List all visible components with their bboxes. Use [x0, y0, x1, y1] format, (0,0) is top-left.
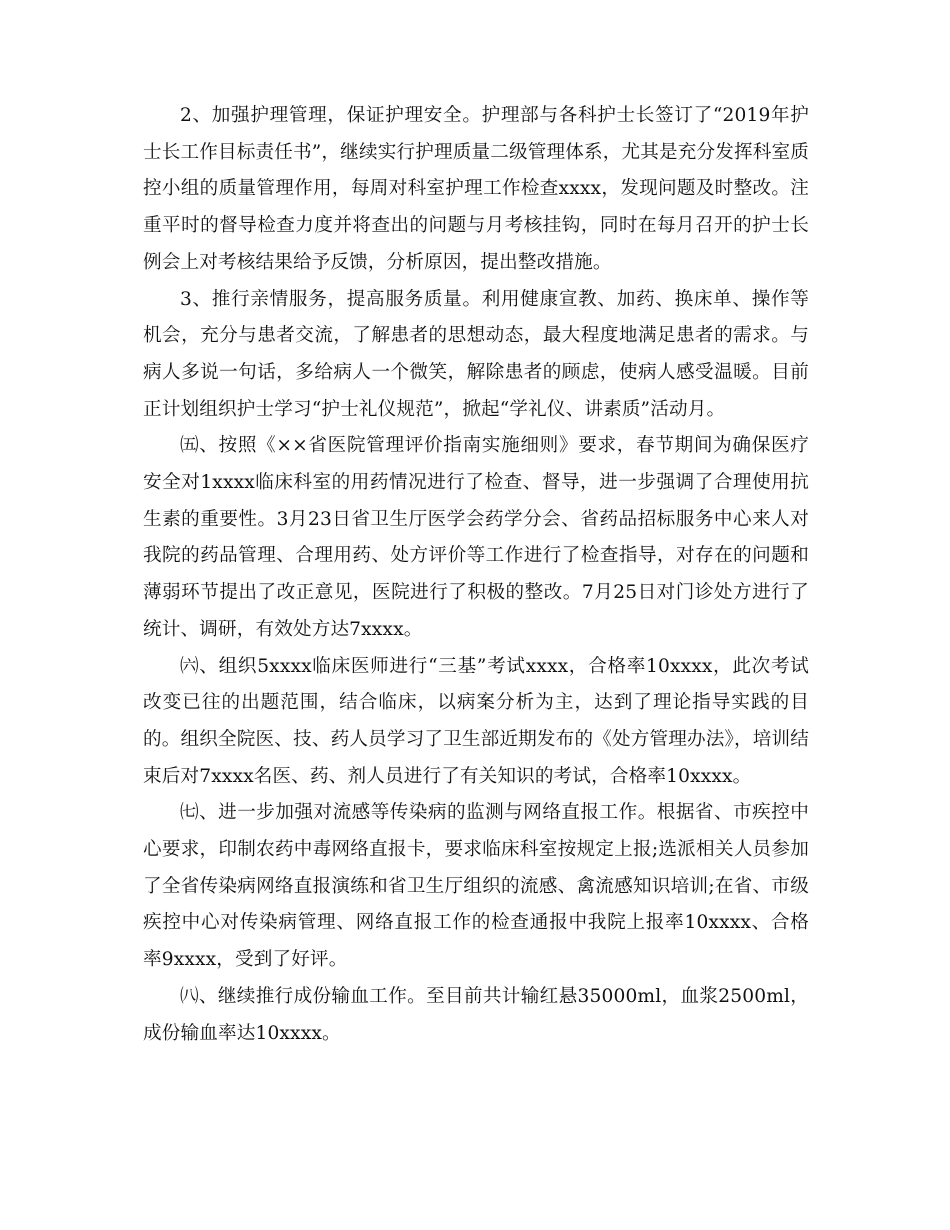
paragraph-component-transfusion: ㈧、继续推行成份输血工作。至目前共计输红悬35000ml，血浆2500ml，成份输血率达10xxxx。 [143, 985, 809, 1044]
paragraph-three-basics-exam: ㈥、组织5xxxx临床医师进行“三基”考试xxxx，合格率10xxxx，此次考试改变已往的出题范围，结合临床，以病案分析为主，达到了理论指导实践的目的。组织全院医、技、药人员学习了卫生部近期发布的《处方管理办法》，培训结束后对7xxxx名医、药、剂人员进行了有关知识的考试，合格率10xxxx。 [143, 655, 809, 787]
document-body [143, 98, 809, 1052]
paragraph-nursing-management: 2、加强护理管理，保证护理安全。护理部与各科护士长签订了“2019年护士长工作目标责任书”，继续实行护理质量二级管理体系，尤其是充分发挥科室质控小组的质量管理作用，每周对科室护理工作检查xxxx，发现问题及时整改。注重平时的督导检查力度并将查出的问题与月考核挂钩，同时在每月召开的护士长例会上对考核结果给予反馈，分析原因，提出整改措施。 [143, 105, 809, 273]
paragraph-family-service: 3、推行亲情服务，提高服务质量。利用健康宣教、加药、换床单、操作等机会，充分与患者交流，了解患者的思想动态，最大程度地满足患者的需求。与病人多说一句话，多给病人一个微笑，解除患者的顾虑，使病人感受温暖。目前正计划组织护士学习“护士礼仪规范”，掀起“学礼仪、讲素质”活动月。 [143, 288, 809, 420]
paragraph-infectious-disease-reporting: ㈦、进一步加强对流感等传染病的监测与网络直报工作。根据省、市疾控中心要求，印制农药中毒网络直报卡，要求临床科室按规定上报;选派相关人员参加了全省传染病网络直报演练和省卫生厅组织的流感、禽流感知识培训;在省、市级疾控中心对传染病管理、网络直报工作的检查通报中我院上报率10xxxx、合格率9xxxx，受到了好评。 [143, 802, 809, 971]
paragraph-drug-inspection: ㈤、按照《××省医院管理评价指南实施细则》要求，春节期间为确保医疗安全对1xxxx临床科室的用药情况进行了检查、督导，进一步强调了合理使用抗生素的重要性。3月23日省卫生厅医学会药学分会、省药品招标服务中心来人对我院的药品管理、合理用药、处方评价等工作进行了检查指导，对存在的问题和薄弱环节提出了改正意见，医院进行了积极的整改。7月25日对门诊处方进行了统计、调研，有效处方达7xxxx。 [143, 435, 809, 640]
